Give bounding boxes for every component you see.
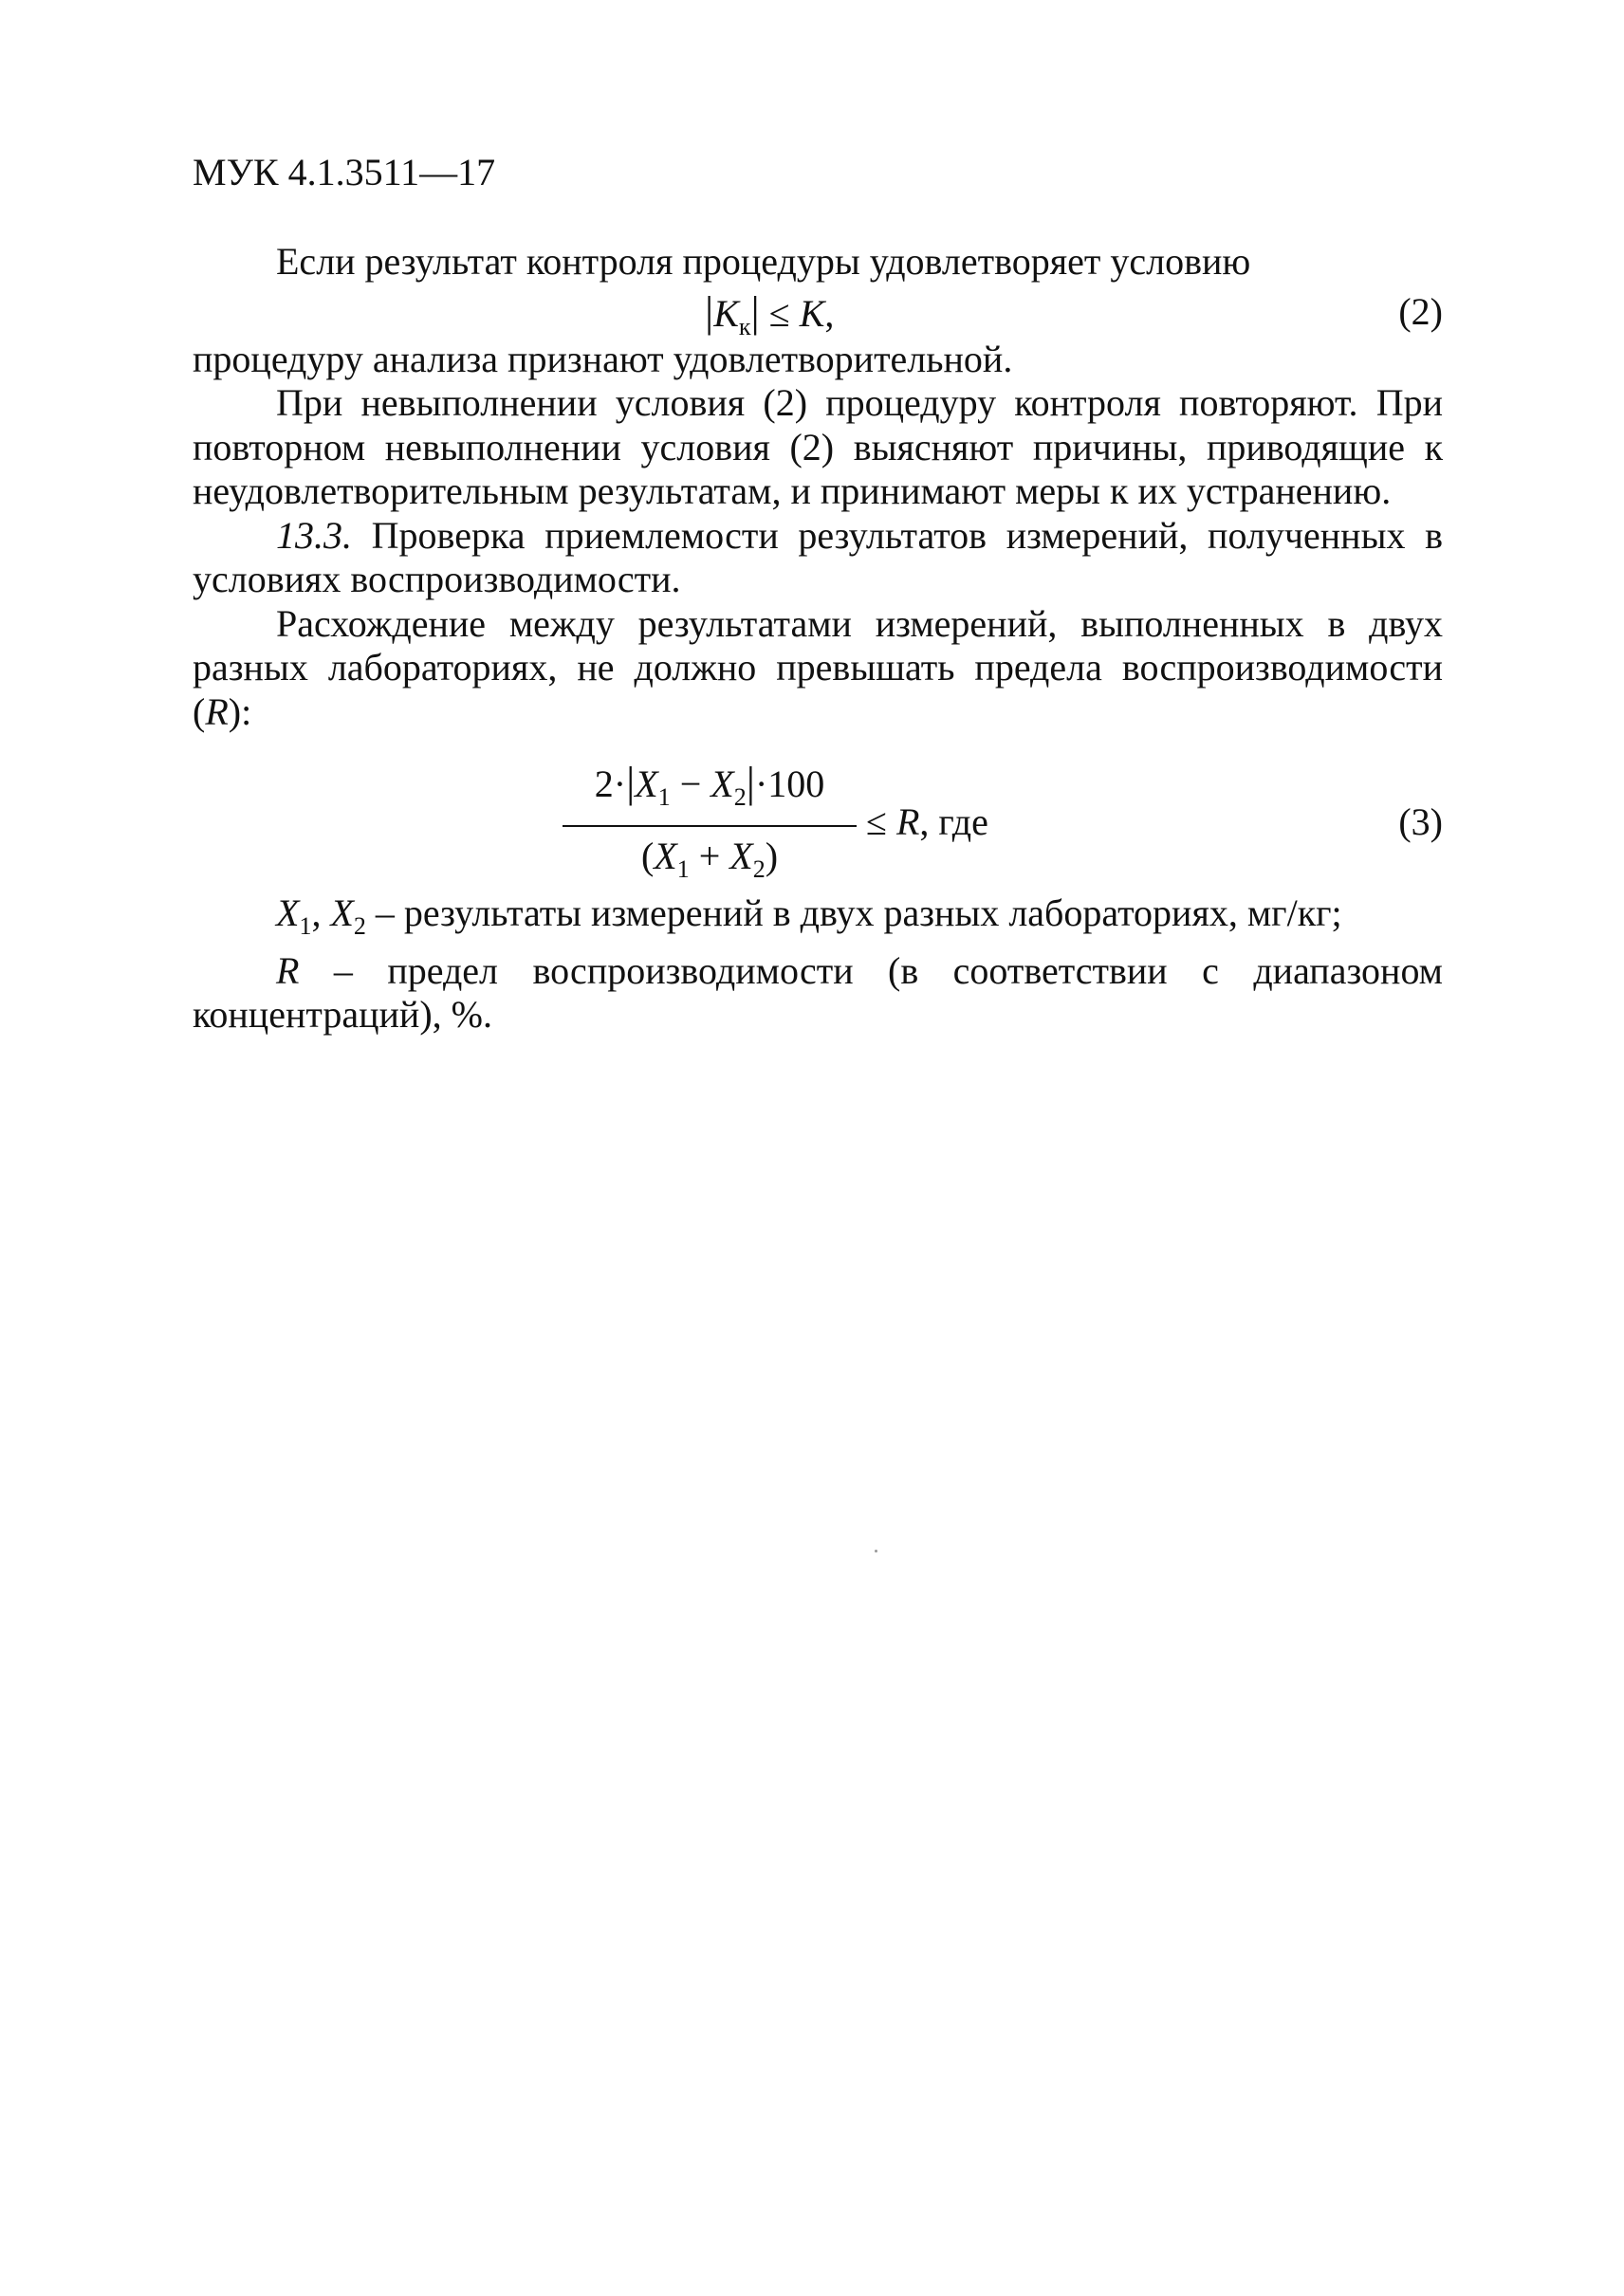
paragraph-condition-intro: Если результат контроля процедуры удовлетворяет условию: [276, 240, 1251, 283]
paragraph-procedure-accepted: процедуру анализа признают удовлетворительной.: [193, 337, 1013, 380]
definition-x: $X_1$, $X_2$ – результаты измерений в двух разных лабораториях, мг/кг;: [276, 891, 1342, 940]
equation-2-formula: $|K_к| \le K$,: [705, 286, 835, 340]
equation-3: [193, 749, 1443, 891]
section-number: 13.3.: [276, 513, 352, 557]
equation-2: [193, 285, 1443, 338]
equation-3-fraction: [563, 757, 857, 895]
equation-3-denominator: $(X_1 + X_2)$: [640, 835, 779, 883]
scan-speck: [875, 1550, 877, 1552]
definition-r: R – предел воспроизводимости (в соответствии с диапазоном концентраций), %.: [193, 948, 1443, 1036]
page-body: [193, 240, 1443, 1038]
paragraph-repeat-control: При невыполнении условия (2) процедуру контроля повторяют. При повторном невыполнении условия (2) выясняют причины, приводящие к неудовлетворительным результатам, и принимают меры к их устранению.: [193, 381, 1443, 512]
equation-3-numerator: $2\cdot|X_1 - X_2|\cdot 100$: [594, 758, 825, 811]
section-title: Проверка приемлемости результатов измерений, полученных в условиях воспроизводимости.: [193, 513, 1444, 600]
paragraph-reproducibility: Расхождение между результатами измерений, выполненных в двух разных лабораториях, не должно превышать предела воспроизводимости (R):: [193, 601, 1443, 733]
section-13-3-heading: [193, 514, 1443, 602]
fraction-bar: [563, 825, 857, 827]
equation-2-number: (2): [1398, 289, 1443, 333]
document-code: МУК 4.1.3511—17: [193, 151, 496, 193]
equation-3-number: (3): [1398, 800, 1443, 843]
equation-3-rhs: ≤ R, где: [866, 800, 988, 843]
